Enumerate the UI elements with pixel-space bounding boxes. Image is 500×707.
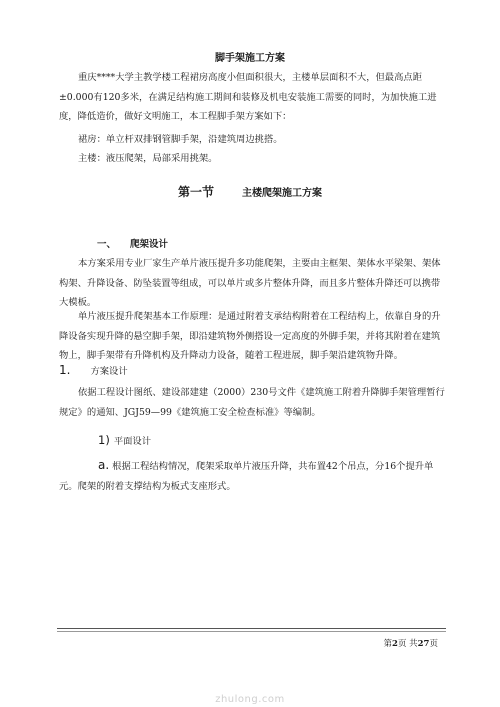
podium-line: 裙房：单立杆双排钢管脚手架，沿建筑周边挑搭。 — [78, 134, 283, 145]
paragraph-text: 根据工程结构情况，爬架采取单片液压升降，共布置42个吊点，分16个提升单元。爬架的附着支撑结构为板式支座形式。 — [59, 461, 434, 492]
section-number: 第一节 — [177, 185, 214, 199]
paragraph-working-principle: 单片液压提升爬架基本工作原理：是通过附着支承结构附着在工程结构上，依靠自身的升降设备实现升降的悬空脚手架，即沿建筑物外侧搭设一定高度的外脚手架，并将其附着在建筑物上，脚手架带有升降机构及升降动力设备，随着工程进展，脚手架沿建筑物升降。 — [59, 311, 441, 361]
item-scheme-design — [59, 363, 128, 377]
item-title: 方案设计 — [90, 366, 128, 377]
watermark: zhulong.com — [215, 694, 285, 705]
footer-rule — [57, 628, 446, 629]
item-plan-design — [98, 433, 151, 447]
intro-paragraph: 重庆****大学主教学楼工程裙房高度小但面积很大，主楼单层面积不大，但最高点距±0.000有120多米，在满足结构施工期间和装修及机电安装施工需要的同时，为加快施工进度，降低造价，做好文明施工，本工程脚手架方案如下： — [59, 72, 437, 122]
item-number: 1) — [98, 433, 110, 447]
subsection-title: 爬架设计 — [130, 239, 169, 250]
item-number: 1. — [59, 363, 71, 377]
document-title: 脚手架施工方案 — [215, 53, 285, 64]
paragraph-lifting-points — [59, 455, 447, 497]
current-page: 2 — [392, 639, 398, 649]
page-number — [384, 637, 439, 649]
subsection-heading — [97, 236, 168, 250]
item-title: 平面设计 — [113, 436, 152, 447]
subsection-number: 一、 — [97, 239, 117, 250]
section-heading — [0, 183, 500, 200]
paragraph-climbing-frame: 本方案采用专业厂家生产单片液压提升多功能爬架，主要由主框架、架体水平梁架、架体构架、升降设备、防坠装置等组成，可以单片或多片整体升降，而且多片整体升降还可以携带大模板。 — [59, 258, 441, 308]
paragraph-marker: a. — [98, 458, 110, 472]
page-middle: 页 共 — [397, 639, 418, 649]
main-building-line: 主楼：液压爬架，局部采用挑架。 — [78, 153, 218, 164]
paragraph-basis: 依据工程设计图纸、建设部建建（2000）230号文件《建筑施工附着升降脚手架管理暂行规定》的通知、JGJ59—99《建筑施工安全检查标准》等编制。 — [59, 387, 445, 418]
total-pages: 27 — [417, 639, 430, 649]
section-title: 主楼爬架施工方案 — [242, 188, 322, 199]
page-suffix: 页 — [429, 639, 438, 649]
page-prefix: 第 — [383, 639, 393, 649]
